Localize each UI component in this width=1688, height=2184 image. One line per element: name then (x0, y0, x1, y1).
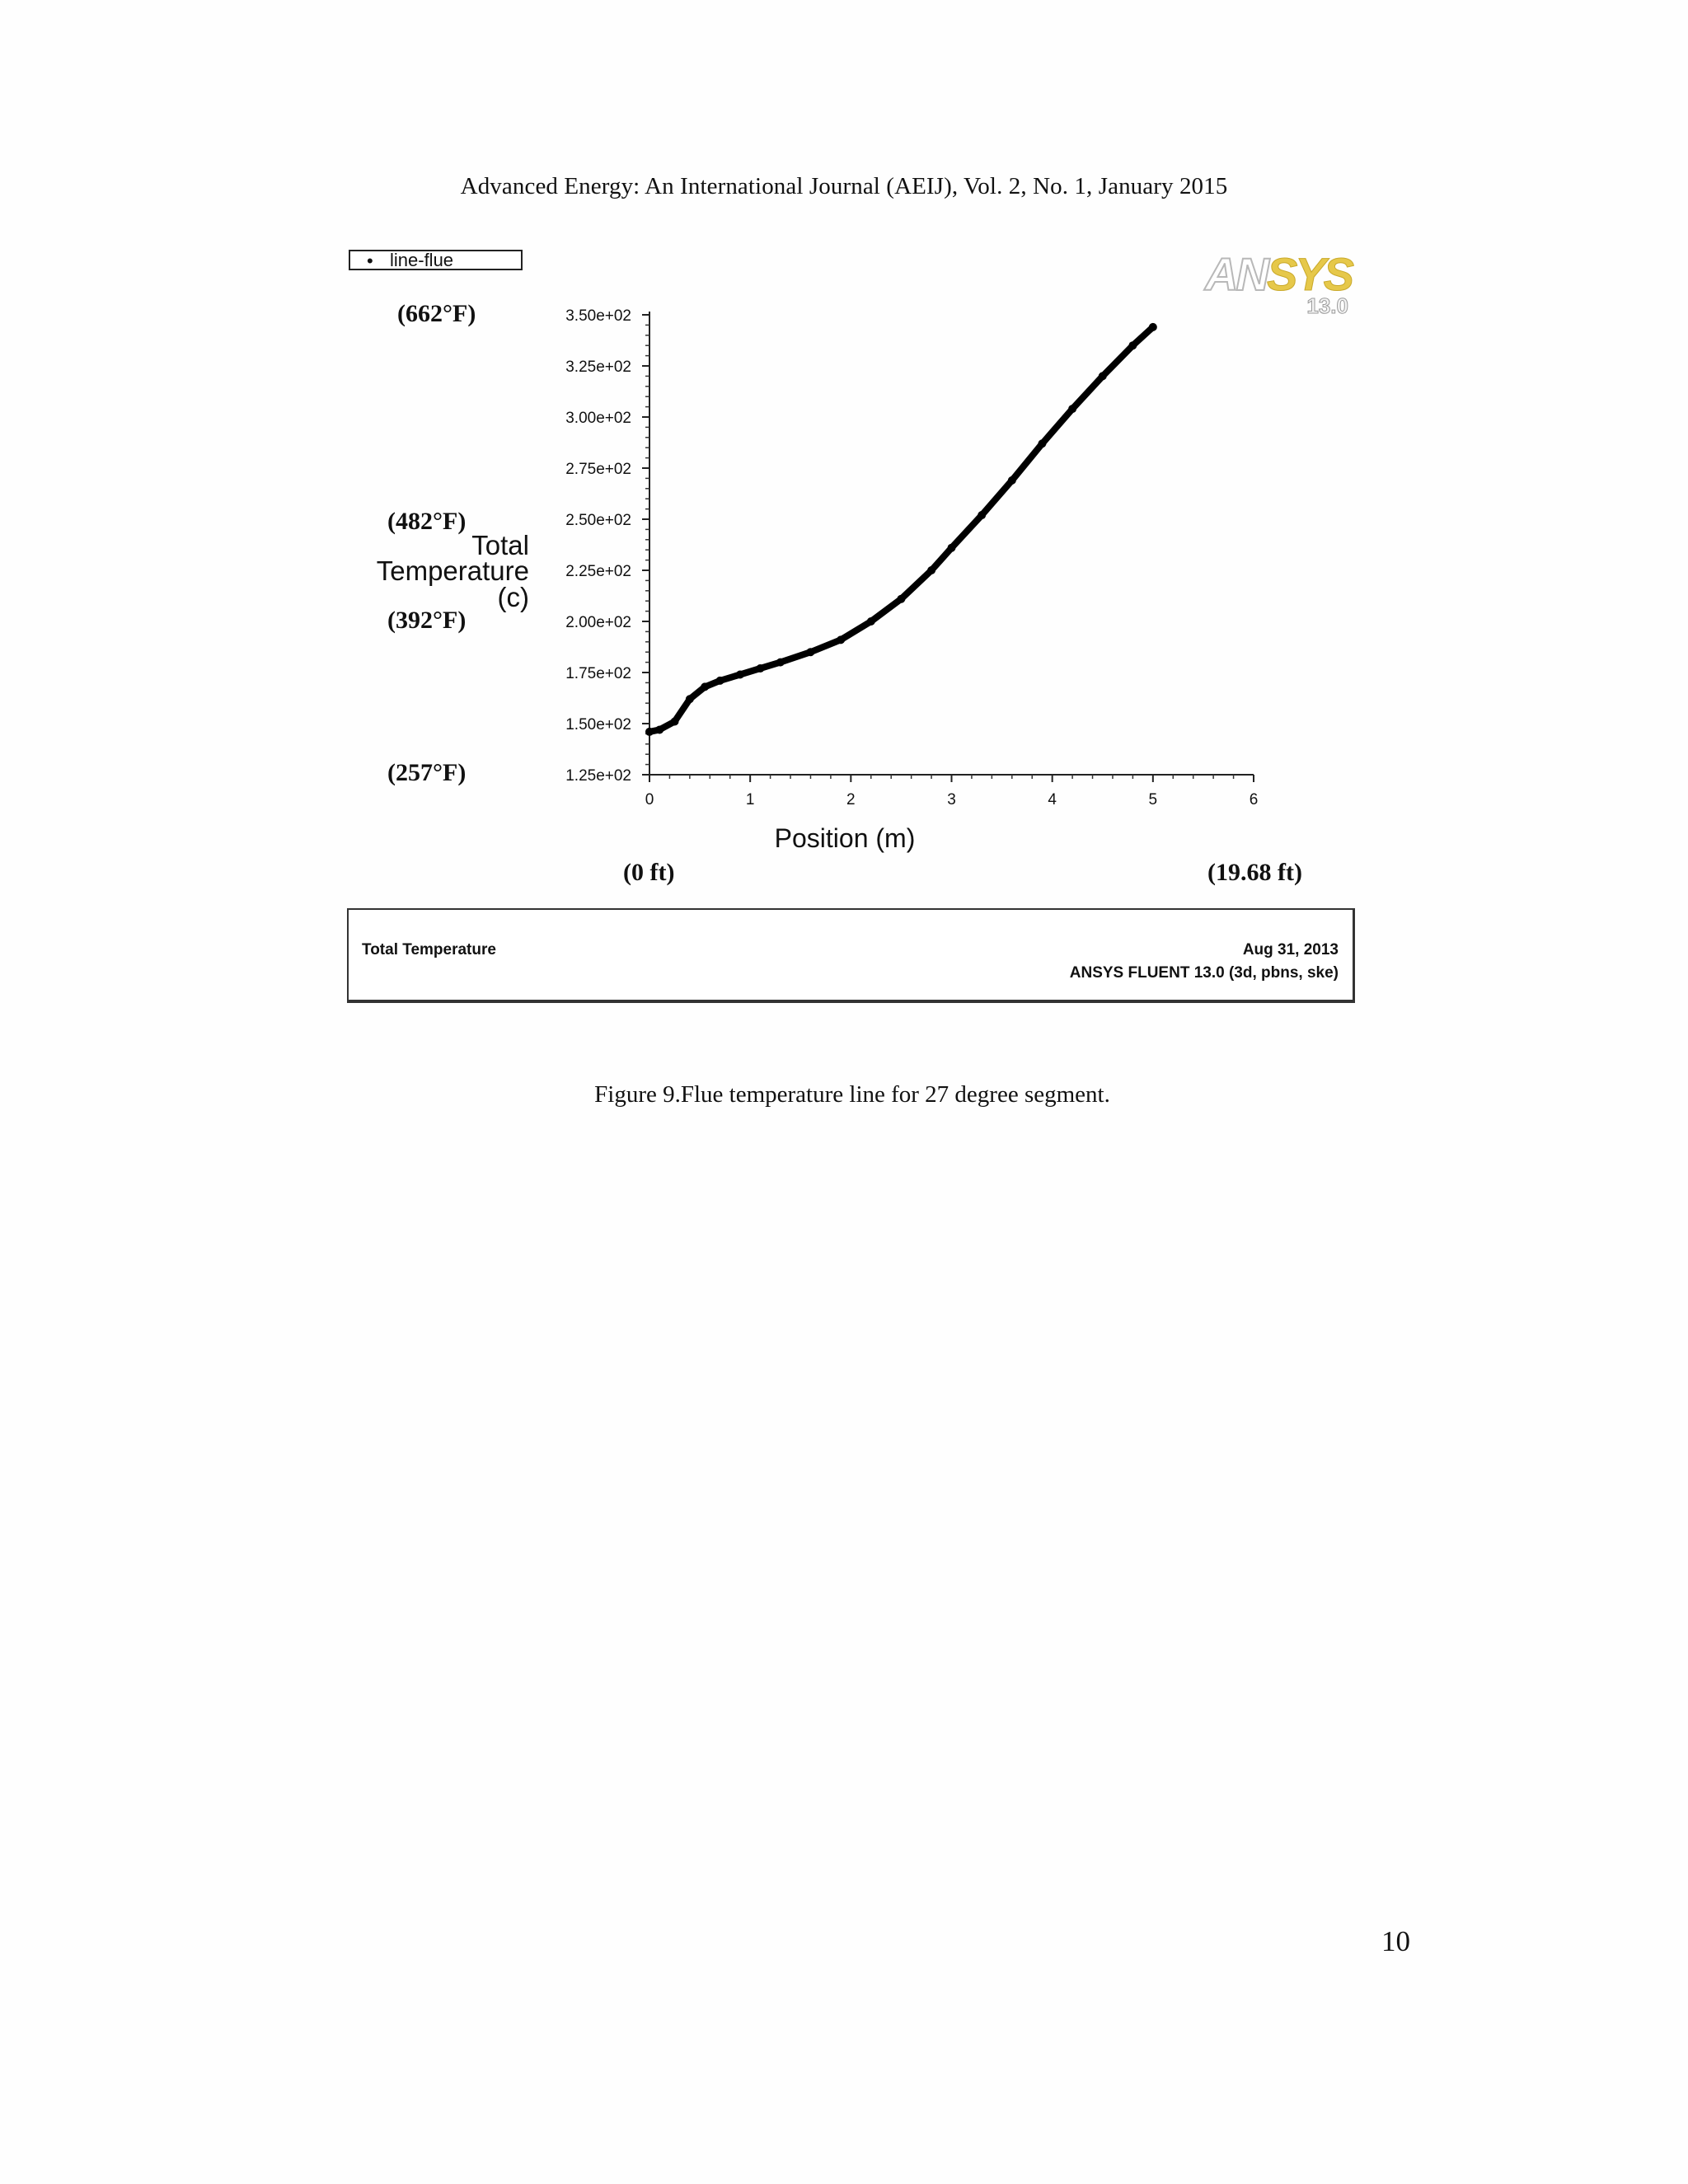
fahrenheit-annotation: (482°F) (387, 508, 467, 535)
fahrenheit-annotation: (257°F) (387, 759, 467, 786)
data-point (948, 544, 956, 552)
info-date: Aug 31, 2013 (1242, 941, 1339, 958)
x-tick-label: 2 (846, 791, 856, 808)
x-tick-label: 1 (745, 791, 755, 808)
figure-9 (0, 0, 1688, 1030)
figure-caption: Figure 9.Flue temperature line for 27 degree segment. (594, 1081, 1110, 1108)
data-point (927, 566, 935, 574)
data-point (671, 718, 679, 726)
data-point (897, 595, 905, 603)
page-number: 10 (1381, 1925, 1410, 1957)
data-point (686, 695, 694, 703)
x-tick-label: 0 (645, 791, 654, 808)
running-head: Advanced Energy: An International Journal (AEIJ), Vol. 2, No. 1, January 2015 (460, 173, 1228, 199)
data-point (1008, 476, 1016, 485)
data-point (736, 670, 744, 678)
data-point (1128, 341, 1137, 349)
y-axis-label-line: Total (471, 530, 529, 560)
data-point (655, 725, 663, 733)
ansys-version: 13.0 (1306, 293, 1348, 318)
fahrenheit-annotation: (392°F) (387, 607, 467, 634)
y-tick-label: 1.50e+02 (565, 716, 631, 733)
data-point (1099, 372, 1107, 380)
fahrenheit-annotation: (662°F) (397, 300, 476, 327)
data-point (756, 664, 764, 673)
y-axis-label-line: Temperature (376, 555, 529, 586)
series-line-flue (649, 327, 1153, 732)
data-point (776, 658, 785, 667)
x-tick-label: 3 (947, 791, 956, 808)
data-point (1149, 323, 1157, 331)
y-tick-label: 3.00e+02 (565, 410, 631, 427)
data-point (806, 648, 814, 656)
feet-annotation: (0 ft) (623, 859, 675, 886)
data-point (978, 511, 986, 519)
y-tick-label: 3.25e+02 (565, 359, 631, 376)
info-solver: ANSYS FLUENT 13.0 (3d, pbns, ske) (1069, 964, 1339, 982)
y-tick-label: 1.25e+02 (565, 767, 631, 785)
line-chart (0, 0, 1688, 907)
info-title: Total Temperature (362, 941, 496, 958)
y-tick-label: 3.50e+02 (565, 307, 631, 325)
data-point (1038, 439, 1046, 448)
x-tick-label: 5 (1148, 791, 1158, 808)
x-axis-label: Position (m) (774, 823, 916, 853)
legend-label: line-flue (390, 250, 454, 270)
y-axis-label-line: (c) (497, 582, 529, 612)
data-point (837, 635, 845, 644)
y-tick-label: 2.50e+02 (565, 512, 631, 529)
x-tick-label: 6 (1249, 791, 1259, 808)
y-tick-label: 2.75e+02 (565, 461, 631, 478)
legend-marker: • (367, 251, 373, 271)
feet-annotation: (19.68 ft) (1207, 859, 1302, 886)
data-point (645, 728, 654, 736)
data-point (1068, 405, 1076, 413)
info-panel (347, 908, 1355, 1003)
x-tick-label: 4 (1048, 791, 1057, 808)
y-tick-label: 2.25e+02 (565, 563, 631, 580)
y-tick-label: 2.00e+02 (565, 614, 631, 631)
data-point (716, 677, 724, 685)
y-tick-label: 1.75e+02 (565, 665, 631, 682)
ansys-wordmark: ANSYS (1205, 248, 1352, 300)
data-point (867, 617, 875, 626)
data-point (701, 682, 709, 691)
